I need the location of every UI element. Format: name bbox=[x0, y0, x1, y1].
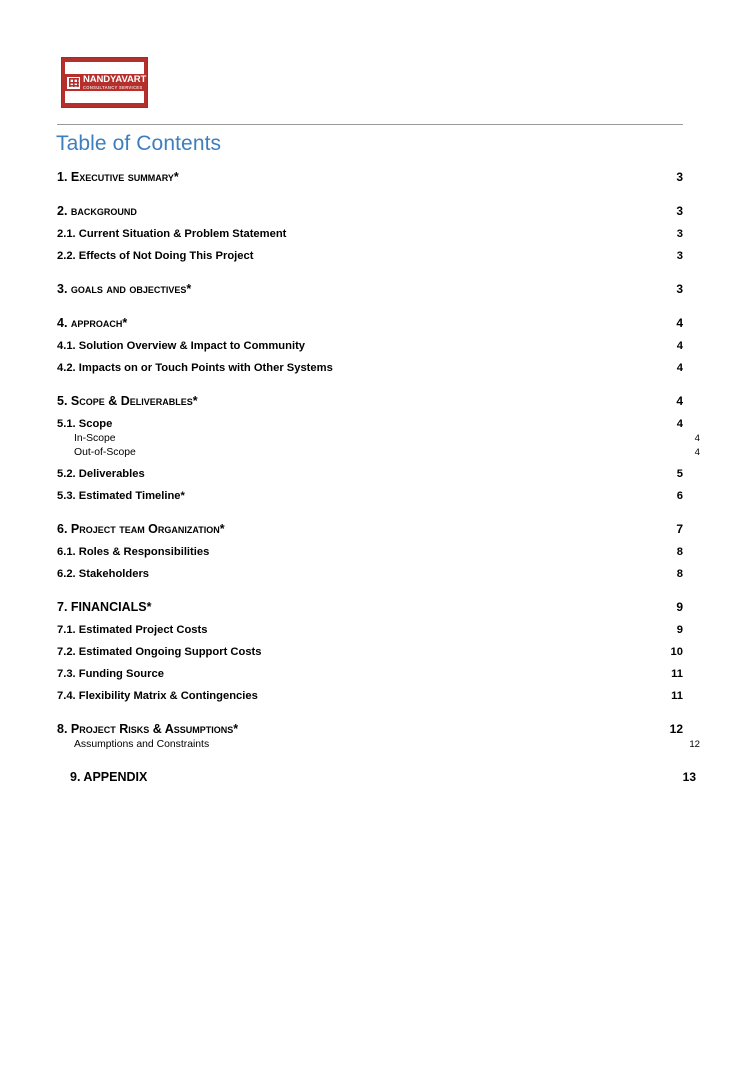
toc-entry-label: 7.4. Flexibility Matrix & Contingencies bbox=[57, 690, 258, 702]
toc-entry[interactable] bbox=[57, 522, 683, 536]
toc-entry[interactable] bbox=[57, 316, 683, 330]
toc-entry-page-number: 7 bbox=[676, 522, 683, 536]
toc-entry-label: 6.2. Stakeholders bbox=[57, 568, 150, 580]
toc-entry[interactable] bbox=[57, 646, 683, 658]
toc-entry-page-number: 4 bbox=[676, 362, 683, 374]
toc-entry[interactable] bbox=[57, 228, 683, 240]
toc-entry-label: 7.3. Funding Source bbox=[57, 668, 164, 680]
toc-entry[interactable] bbox=[57, 433, 700, 444]
toc-entry-label: 8. Project Risks & Assumptions* bbox=[57, 722, 239, 736]
logo-tagline: CONSULTANCY SERVICES bbox=[83, 84, 143, 90]
toc-entry-label: 4.2. Impacts on or Touch Points with Other Systems bbox=[57, 362, 333, 374]
toc-entry-page-number: 3 bbox=[676, 282, 683, 296]
toc-entry-page-number: 4 bbox=[676, 418, 683, 430]
toc-entry-label: 6. Project team Organization* bbox=[57, 522, 225, 536]
grid-mark-icon bbox=[67, 77, 80, 89]
toc-entry-page-number: 13 bbox=[682, 770, 696, 784]
toc-entry-label: 3. goals and objectives* bbox=[57, 282, 192, 296]
toc-entry-label: In-Scope bbox=[74, 433, 116, 444]
toc-entry[interactable] bbox=[57, 418, 683, 430]
toc-entry-page-number: 9 bbox=[676, 624, 683, 636]
toc-entry-label: 2.2. Effects of Not Doing This Project bbox=[57, 250, 254, 262]
toc-entry[interactable] bbox=[57, 468, 683, 480]
toc-entry-label: 9. APPENDIX bbox=[70, 770, 148, 784]
company-logo bbox=[61, 57, 148, 108]
toc-entry-page-number: 3 bbox=[676, 228, 683, 240]
toc-entry-label: 5.3. Estimated Timeline* bbox=[57, 490, 185, 502]
toc-entry-page-number: 6 bbox=[676, 490, 683, 502]
toc-entry-label: 5. Scope & Deliverables* bbox=[57, 394, 198, 408]
toc-entry[interactable] bbox=[57, 722, 683, 736]
toc-entry[interactable] bbox=[57, 394, 683, 408]
toc-entry-page-number: 4 bbox=[676, 316, 683, 330]
toc-entry-label: Out-of-Scope bbox=[74, 447, 136, 458]
toc-entry[interactable] bbox=[57, 362, 683, 374]
toc-entry[interactable] bbox=[57, 600, 683, 614]
toc-entry[interactable] bbox=[57, 340, 683, 352]
logo-band-main bbox=[65, 74, 147, 91]
toc-entry[interactable] bbox=[57, 668, 683, 680]
toc-entry-page-number: 4 bbox=[694, 447, 700, 458]
toc-entry-page-number: 8 bbox=[676, 568, 683, 580]
logo-band-bottom bbox=[65, 91, 144, 103]
toc-entry-page-number: 4 bbox=[694, 433, 700, 444]
logo-company-name: NANDYAVART bbox=[83, 74, 147, 85]
toc-entry-label: 4. approach* bbox=[57, 316, 128, 330]
logo-box bbox=[61, 57, 148, 108]
toc-entry[interactable] bbox=[57, 447, 700, 458]
toc-entry-label: 2. background bbox=[57, 204, 137, 218]
header-divider bbox=[57, 124, 683, 125]
toc-entry[interactable] bbox=[57, 690, 683, 702]
toc-entry[interactable] bbox=[57, 282, 683, 296]
toc-entry-page-number: 9 bbox=[676, 600, 683, 614]
toc-entry-page-number: 5 bbox=[676, 468, 683, 480]
toc-entry-label: 1. Executive summary* bbox=[57, 170, 179, 184]
toc-entry-page-number: 12 bbox=[689, 739, 700, 750]
toc-entry[interactable] bbox=[57, 568, 683, 580]
toc-entry-page-number: 11 bbox=[671, 690, 683, 702]
toc-entry-label: 7. FINANCIALS* bbox=[57, 600, 152, 614]
toc-entry-label: 4.1. Solution Overview & Impact to Community bbox=[57, 340, 306, 352]
toc-entry[interactable] bbox=[57, 250, 683, 262]
toc-entry-page-number: 10 bbox=[670, 646, 683, 658]
toc-entry-page-number: 11 bbox=[671, 668, 683, 680]
toc-entry-page-number: 4 bbox=[676, 340, 683, 352]
toc-entry-label: 2.1. Current Situation & Problem Statement bbox=[57, 228, 287, 240]
toc-entry-page-number: 3 bbox=[676, 250, 683, 262]
toc-entry[interactable] bbox=[57, 546, 683, 558]
table-of-contents bbox=[57, 170, 700, 784]
toc-entry-label: Assumptions and Constraints bbox=[74, 739, 210, 750]
toc-entry[interactable] bbox=[57, 739, 700, 750]
toc-entry-page-number: 8 bbox=[676, 546, 683, 558]
toc-entry-page-number: 3 bbox=[676, 204, 683, 218]
toc-entry-page-number: 12 bbox=[669, 722, 683, 736]
logo-band-top bbox=[65, 62, 144, 74]
toc-entry[interactable] bbox=[57, 490, 683, 502]
toc-entry-label: 7.2. Estimated Ongoing Support Costs bbox=[57, 646, 262, 658]
toc-entry[interactable] bbox=[57, 770, 696, 784]
toc-entry[interactable] bbox=[57, 624, 683, 636]
toc-entry-label: 6.1. Roles & Responsibilities bbox=[57, 546, 210, 558]
page-title: Table of Contents bbox=[56, 132, 222, 155]
toc-entry-label: 5.2. Deliverables bbox=[57, 468, 145, 480]
toc-entry[interactable] bbox=[57, 170, 683, 184]
toc-entry-label: 7.1. Estimated Project Costs bbox=[57, 624, 208, 636]
toc-entry-label: 5.1. Scope bbox=[57, 418, 113, 430]
toc-entry-page-number: 3 bbox=[676, 170, 683, 184]
toc-entry[interactable] bbox=[57, 204, 683, 218]
logo-text bbox=[83, 75, 146, 90]
toc-entry-page-number: 4 bbox=[676, 394, 683, 408]
